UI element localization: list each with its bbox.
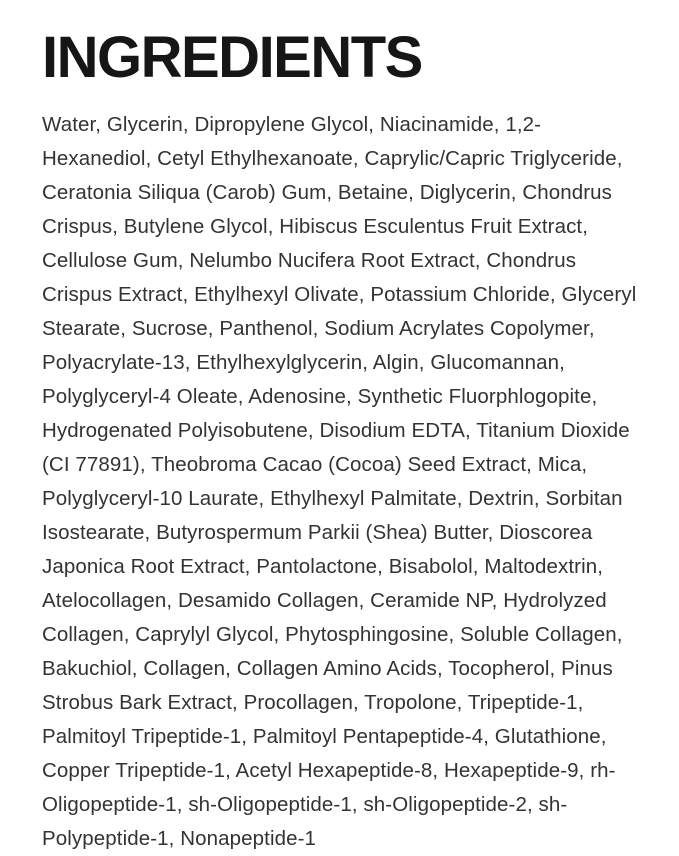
- ingredients-text: Water, Glycerin, Dipropylene Glycol, Niacinamide, 1,2-Hexanediol, Cetyl Ethylhexanoate, Caprylic/Capric Triglyceride, Ceratonia Siliqua (Carob) Gum, Betaine, Diglycerin, Chondrus Crispus, Butylene Glycol, Hibiscus Esculentus Fruit Extract, Cellulose Gum, Nelumbo Nucifera Root Extract, Chondrus Crispus Extract, Ethylhexyl Olivate, Potassium Chloride, Glyceryl Stearate, Sucrose, Panthenol, Sodium Acrylates Copolymer, Polyacrylate-13, Ethylhexylglycerin, Algin, Glucomannan, Polyglyceryl-4 Oleate, Adenosine, Synthetic Fluorphlogopite, Hydrogenated Polyisobutene, Disodium EDTA, Titanium Dioxide (CI 77891), Theobroma Cacao (Cocoa) Seed Extract, Mica, Polyglyceryl-10 Laurate, Ethylhexyl Palmitate, Dextrin, Sorbitan Isostearate, Butyrospermum Parkii (Shea) Butter, Dioscorea Japonica Root Extract, Pantolactone, Bisabolol, Maltodextrin, Atelocollagen, Desamido Collagen, Ceramide NP, Hydrolyzed Collagen, Caprylyl Glycol, Phytosphingosine, Soluble Collagen, Bakuchiol, Collagen, Collagen Amino Acids, Tocopherol, Pinus Strobus Bark Extract, Procollagen, Tropolone, Tripeptide-1, Palmitoyl Tripeptide-1, Palmitoyl Pentapeptide-4, Glutathione, Copper Tripeptide-1, Acetyl Hexapeptide-8, Hexapeptide-9, rh-Oligopeptide-1, sh-Oligopeptide-1, sh-Oligopeptide-2, sh-Polypeptide-1, Nonapeptide-1: [42, 113, 637, 851]
- section-title: INGREDIENTS: [42, 25, 422, 90]
